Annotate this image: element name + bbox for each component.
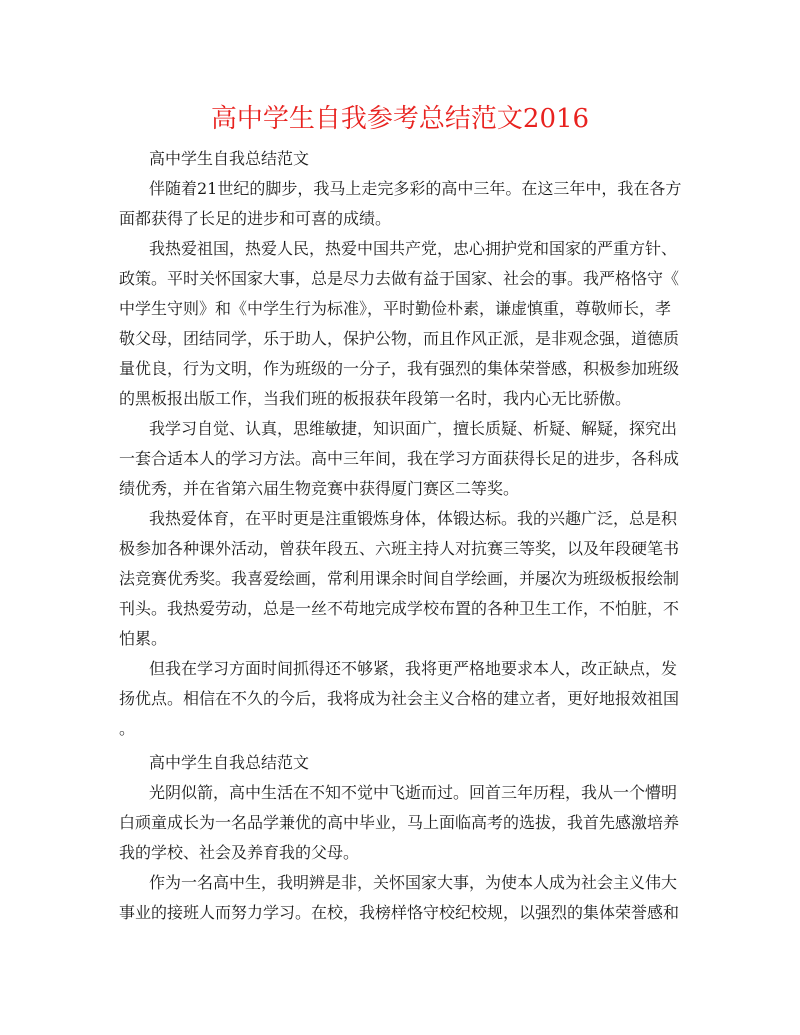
paragraph-line: 光阴似箭，高中生活在不知不觉中飞逝而过。回首三年历程，我从一个懵明 xyxy=(149,783,678,802)
paragraph-line: 我热爱体育，在平时更是注重锻炼身体，体锻达标。我的兴趣广泛，总是积 xyxy=(149,509,678,528)
paragraph-line: 怕累。 xyxy=(119,629,168,648)
paragraph-line: 事业的接班人而努力学习。在校，我榜样恪守校纪校规，以强烈的集体荣誉感和 xyxy=(119,903,680,922)
paragraph-line: 政策。平时关怀国家大事，总是尽力去做有益于国家、社会的事。我严格恪守《 xyxy=(119,269,680,288)
paragraph-line: 一套合适本人的学习方法。高中三年间，我在学习方面获得长足的进步，各科成 xyxy=(119,449,680,468)
paragraph-line: 的黑板报出版工作，当我们班的板报获年段第一名时，我内心无比骄傲。 xyxy=(119,389,632,408)
paragraph-line: 我学习自觉、认真，思维敏捷，知识面广，擅长质疑、析疑、解疑，探究出 xyxy=(149,419,678,438)
section-heading: 高中学生自我总结范文 xyxy=(149,753,310,772)
paragraph-line: 作为一名高中生，我明辨是非，关怀国家大事，为使本人成为社会主义伟大 xyxy=(149,873,678,892)
paragraph-line: 绩优秀，并在省第六届生物竞赛中获得厦门赛区二等奖。 xyxy=(119,479,520,498)
paragraph-line: 我热爱祖国，热爱人民，热爱中国共产党，忠心拥护党和国家的严重方针、 xyxy=(149,239,678,258)
paragraph-line: 刊头。我热爱劳动，总是一丝不苟地完成学校布置的各种卫生工作，不怕脏，不 xyxy=(119,599,680,618)
paragraph-line: 敬父母，团结同学，乐于助人，保护公物，而且作风正派，是非观念强，道德质 xyxy=(119,329,680,348)
paragraph-line: 扬优点。相信在不久的今后，我将成为社会主义合格的建立者，更好地报效祖国 xyxy=(119,689,680,708)
paragraph-line: 法竞赛优秀奖。我喜爱绘画，常利用课余时间自学绘画，并屡次为班级板报绘制 xyxy=(119,569,680,588)
paragraph-line: 我的学校、社会及养育我的父母。 xyxy=(119,843,360,862)
paragraph-line: 伴随着21世纪的脚步，我马上走完多彩的高中三年。在这三年中，我在各方 xyxy=(149,179,682,198)
section-heading: 高中学生自我总结范文 xyxy=(149,149,310,168)
paragraph-line: 。 xyxy=(119,719,136,738)
document-title: 高中学生自我参考总结范文2016 xyxy=(210,104,590,134)
paragraph-line: 面都获得了长足的进步和可喜的成绩。 xyxy=(119,209,392,228)
paragraph-line: 但我在学习方面时间抓得还不够紧，我将更严格地要求本人，改正缺点，发 xyxy=(149,659,678,678)
paragraph-line: 中学生守则》和《中学生行为标准》，平时勤俭朴素，谦虚慎重，尊敬师长，孝 xyxy=(119,299,672,318)
paragraph-line: 极参加各种课外活动，曾获年段五、六班主持人对抗赛三等奖，以及年段硬笔书 xyxy=(119,539,680,558)
paragraph-line: 白顽童成长为一名品学兼优的高中毕业，马上面临高考的选拔，我首先感激培养 xyxy=(119,813,680,832)
paragraph-line: 量优良，行为文明，作为班级的一分子，我有强烈的集体荣誉感，积极参加班级 xyxy=(119,359,680,378)
